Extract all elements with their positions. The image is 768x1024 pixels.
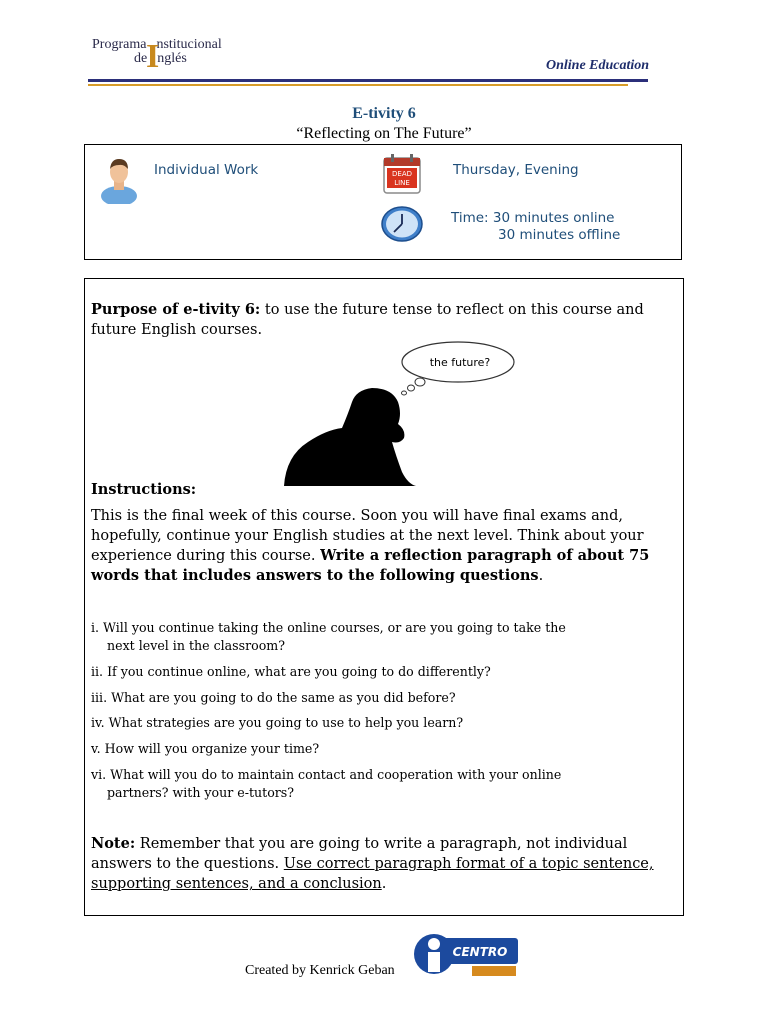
centro-logo-text: CENTRO <box>452 945 508 959</box>
clock-icon <box>381 206 423 242</box>
question-number: v. <box>91 741 101 756</box>
note-paragraph <box>91 834 676 894</box>
instructions-line-3a: experience during this course. <box>91 548 321 564</box>
created-by: Created by Kenrick Geban <box>245 963 395 978</box>
person-icon <box>99 156 139 204</box>
deadline-calendar-icon <box>383 154 421 194</box>
page-subtitle: “Reflecting on The Future” <box>296 125 472 142</box>
question-number: iii. <box>91 690 108 705</box>
header-rule-gold <box>88 84 628 86</box>
logo-text-1b: nstitucional <box>156 37 222 52</box>
program-logo <box>92 37 222 75</box>
header-rule-blue <box>88 79 648 82</box>
question-text: How will you organize your time? <box>100 741 320 756</box>
question-item <box>91 740 676 758</box>
deadline-text: Thursday, Evening <box>453 162 579 178</box>
thinking-person-illustration <box>280 338 520 488</box>
question-text-continued: partners? with your e-tutors? <box>107 785 295 800</box>
deadline-icon-text-1: DEAD <box>392 170 412 178</box>
time-online: Time: 30 minutes online <box>451 210 615 226</box>
note-line-3b: . <box>381 876 387 892</box>
question-number: i. <box>91 620 100 635</box>
thought-bubble-text: the future? <box>429 356 491 369</box>
instructions-heading-text: Instructions: <box>91 481 197 498</box>
question-text-continued: next level in the classroom? <box>107 638 285 653</box>
question-text: What strategies are you going to use to help you learn? <box>104 715 464 730</box>
question-text: Will you continue taking the online courses, or are you going to take the <box>99 620 566 635</box>
question-text: What will you do to maintain contact and cooperation with your online <box>106 767 562 782</box>
note-line-2b: Use correct paragraph format of a topic sentence, <box>283 856 654 872</box>
purpose-label: Purpose of e-tivity 6: <box>91 301 261 318</box>
time-offline: 30 minutes offline <box>498 227 621 243</box>
question-item <box>91 619 676 655</box>
purpose-text-1: to use the future tense to reflect on this course and <box>260 302 644 318</box>
online-education-label: Online Education <box>546 58 650 73</box>
purpose-paragraph <box>91 300 676 340</box>
instructions-heading <box>91 480 676 500</box>
logo-text-1: Programa <box>92 37 147 52</box>
deadline-icon-text-2: LINE <box>394 179 410 187</box>
purpose-text-2: future English courses. <box>91 322 263 338</box>
note-line-1: Remember that you are going to write a paragraph, not individual <box>135 836 628 852</box>
question-number: vi. <box>91 767 107 782</box>
question-text: If you continue online, what are you going to do differently? <box>103 664 491 679</box>
question-text: What are you going to do the same as you did before? <box>107 690 456 705</box>
question-item <box>91 766 676 802</box>
instructions-line-1: This is the final week of this course. Soon you will have final exams and, <box>91 508 624 524</box>
question-number: iv. <box>91 715 105 730</box>
instructions-line-2: hopefully, continue your English studies at the next level. Think about your <box>91 528 644 544</box>
logo-text-2: de <box>134 51 148 66</box>
instructions-line-4b: . <box>538 568 544 584</box>
question-item <box>91 689 676 707</box>
instructions-line-3b: Write a reflection paragraph of about 75 <box>320 547 650 564</box>
question-number: ii. <box>91 664 104 679</box>
instructions-paragraph <box>91 506 676 586</box>
question-item <box>91 663 676 681</box>
note-line-3a: supporting sentences, and a conclusion <box>91 876 382 892</box>
centro-logo <box>412 930 522 980</box>
work-type: Individual Work <box>154 162 259 178</box>
note-label: Note: <box>91 835 136 852</box>
note-line-2a: answers to the questions. <box>91 856 284 872</box>
page-title: E-tivity 6 <box>352 105 416 122</box>
question-item <box>91 714 676 732</box>
instructions-line-4a: words that includes answers to the following questions <box>91 567 539 584</box>
logo-big-letter: I <box>146 38 160 75</box>
logo-text-2b: nglés <box>157 51 187 66</box>
